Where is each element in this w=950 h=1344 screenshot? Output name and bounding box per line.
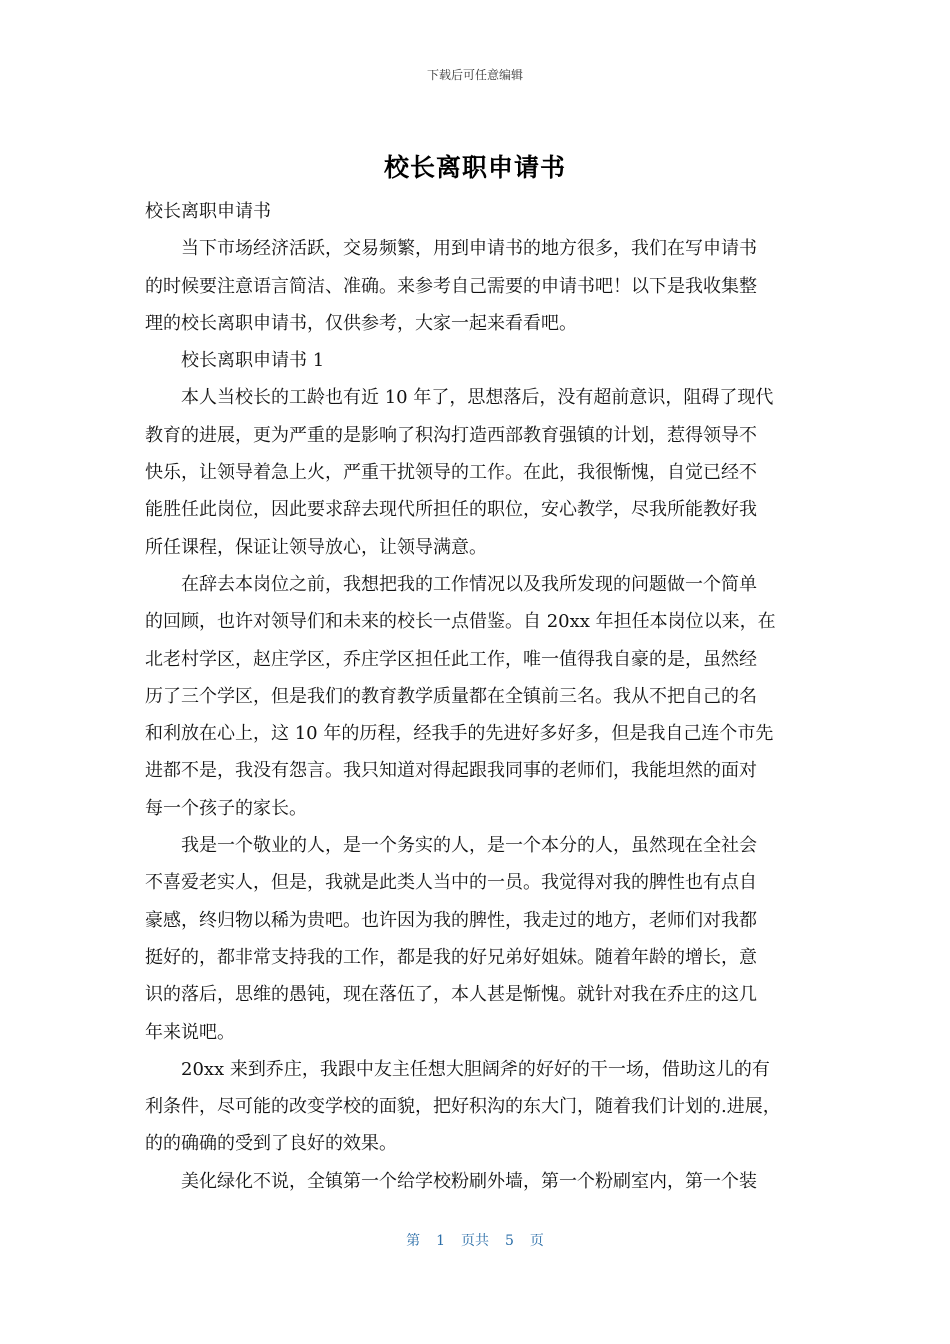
text-line: 所任课程，保证让领导放心，让领导满意。: [145, 536, 487, 558]
document-body: [145, 193, 810, 1200]
text-line: 历了三个学区，但是我们的教育教学质量都在全镇前三名。我从不把自己的名: [145, 685, 757, 707]
text-line: 教育的进展，更为严重的是影响了积沟打造西部教育强镇的计划，惹得领导不: [145, 424, 757, 446]
footer-suffix: 页: [529, 1233, 544, 1249]
section-heading: 校长离职申请书 1: [145, 350, 325, 372]
text-line: 20xx 来到乔庄，我跟中友主任想大胆阔斧的好好的干一场，借助这儿的有: [145, 1058, 770, 1080]
text-line: 在辞去本岗位之前，我想把我的工作情况以及我所发现的问题做一个简单: [145, 573, 757, 595]
text-line: 的回顾，也许对领导们和未来的校长一点借鉴。自 20xx 年担任本岗位以来，在: [145, 611, 776, 633]
header-note: 下载后可任意编辑: [426, 68, 523, 82]
text-line: 能胜任此岗位，因此要求辞去现代所担任的职位，安心教学，尽我所能教好我: [145, 499, 757, 521]
text-line: 理的校长离职申请书，仅供参考，大家一起来看看吧。: [145, 312, 577, 334]
footer-prefix: 第: [406, 1233, 421, 1249]
text-line: 每一个孩子的家长。: [145, 797, 307, 819]
text-line: 的时候要注意语言简洁、准确。来参考自己需要的申请书吧！以下是我收集整: [145, 275, 757, 297]
text-line: 和利放在心上，这 10 年的历程，经我手的先进好多好多，但是我自己连个市先: [145, 723, 774, 745]
text-line: 美化绿化不说，全镇第一个给学校粉刷外墙，第一个粉刷室内，第一个装: [145, 1170, 757, 1192]
document-title: 校长离职申请书: [383, 153, 566, 182]
text-line: 校长离职申请书: [145, 201, 271, 222]
text-line: 识的落后，思维的愚钝，现在落伍了，本人甚是惭愧。就针对我在乔庄的这几: [145, 984, 757, 1006]
footer-middle: 页共: [461, 1233, 489, 1249]
page-footer: [0, 1230, 950, 1250]
text-line: 挺好的，都非常支持我的工作，都是我的好兄弟好姐妹。随着年龄的增长，意: [145, 946, 757, 968]
footer-page-number: 1: [436, 1233, 445, 1249]
text-line: 北老村学区，赵庄学区，乔庄学区担任此工作，唯一值得我自豪的是，虽然经: [145, 648, 757, 670]
text-line: 不喜爱老实人，但是，我就是此类人当中的一员。我觉得对我的脾性也有点自: [145, 872, 757, 894]
text-line: 本人当校长的工龄也有近 10 年了，思想落后，没有超前意识，阻碍了现代: [145, 387, 774, 409]
text-line: 的的确确的受到了良好的效果。: [145, 1133, 397, 1155]
text-line: 年来说吧。: [145, 1021, 235, 1043]
text-line: 进都不是，我没有怨言。我只知道对得起跟我同事的老师们，我能坦然的面对: [145, 760, 757, 782]
text-line: 利条件，尽可能的改变学校的面貌，把好积沟的东大门，随着我们计划的.进展，: [145, 1096, 781, 1118]
text-line: 豪感，终归物以稀为贵吧。也许因为我的脾性，我走过的地方，老师们对我都: [145, 909, 757, 931]
text-line: 我是一个敬业的人，是一个务实的人，是一个本分的人，虽然现在全社会: [145, 835, 757, 857]
text-line: 当下市场经济活跃，交易频繁，用到申请书的地方很多，我们在写申请书: [145, 238, 757, 260]
text-line: 快乐，让领导着急上火，严重干扰领导的工作。在此，我很惭愧，自觉已经不: [145, 462, 757, 484]
footer-total-pages: 5: [505, 1233, 514, 1249]
